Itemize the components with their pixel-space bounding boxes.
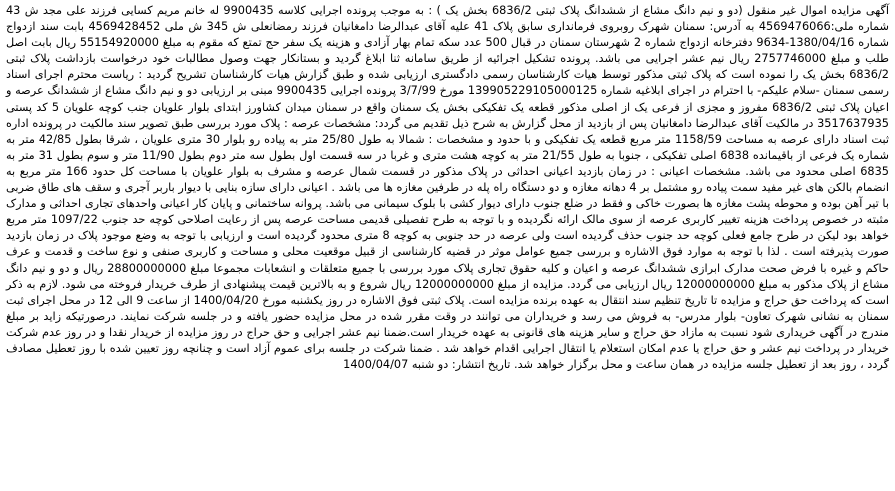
notice-body-text: آگهی مزایده اموال غیر منقول (دو و نیم دانگ مشاع از ششدانگ پلاک ثبتی 6836/2 بخش یک ) : به موجب پرونده اجرایی کلاسه 9900435 له خانم مریم کسایی فرزند علی مجد ش 43 شماره ملی:4569476066 به آدرس: سمنان شهرک روبروی فرمانداری سابق پلاک 41 علیه آقای عبدالرضا دامغانیان فرزند رمضانعلی ش 345 ش ملی 4569428452 بابت سند ازدواج شماره 1380/04/16-9634 دفترخانه ازدواج شماره 2 شهرستان سمنان در قبال 500 عدد سکه تمام بهار آزادی و هزینه یک سفر حج تمتع که مقوم به مبلغ 55154920000 ریال بابت اصل طلب و مبلغ 2757746000 ریال نیم عشر اجرایی می باشد. پرونده تشکیل اجرائیه از طریق سامانه ثنا ابلاغ گردید و بستانکار جهت وصول مطالبات خود درخواست بازداشت پلاک ثبتی 6836/2 بخش یک را نموده است که پلاک ثبتی مذکور توسط هیات کارشناسان رسمی دادگستری ارزیابی شده و طبق گزارش هیات کارشناسان تشریح گردید : ریاست محترم اجرای اسناد رسمی سمنان -سلام علیکم- با احترام در اجرای ابلاغیه شماره 139905229105000125 مورخ 3/7/99 پرونده اجرایی 9900435 مبنی بر ارزیابی دو و نیم دانگ مشاع از ششدانگ عرصه و اعیان پلاک ثبتی 6836/2 مفروز و مجزی از فرعی یک از اصلی مذکور قطعه یک تفکیکی بخش یک سمنان واقع در سمنان میدان کشاورز ابتدای بلوار علویان جنب کوچه علویان 5 کد پستی 3517637935 در مالکیت آقای عبدالرضا دامغانیان پس از بازدید از محل گزارش به شرح ذیل تقدیم می گردد: مشخصات عرصه : پلاک مورد بررسی طبق تصویر سند مالکیت در پرونده اداره ثبت اسناد دارای عرصه به مساحت 1158/59 متر مربع قطعه یک تفکیکی و با حدود و مشخصات : شمالا به طول 25/80 متر به پیاده رو بلوار 30 متری علویان ، شرقا بطول 42/85 متر به شماره یک فرعی از باقیمانده 6838 اصلی تفکیکی ، جنوبا به طول 21/55 متر به کوچه هشت متری و غربا در سه قسمت اول بطول سه متر دوم بطول 11/90 متر و سوم بطول 31 متر به 6835 اصلی محدود می باشد. مشخصات اعیانی : در زمان بازدید اعیانی احداثی در پلاک مذکور در قسمت شمال عرصه و مشرف به بلوار علویان با مساحت کل حدود 166 متر مربع به انضمام بالکن های غیر مفید سمت پیاده رو مشتمل بر 4 دهانه مغازه و دو دستگاه راه پله در طرفین مغازه ها می باشد . اعیانی دارای سازه بنایی با دیوار باربر آجری و سقف های طاق ضربی با تیر آهن بوده و محوطه پشت مغازه ها بصورت خاکی و فقط در ضلع جنوب دارای دیوار کشی با بلوک سیمانی می باشد. پروانه ساختمانی و پایان کار اعیانی واحدهای تجاری احداثی و مدارک مثبته در خصوص پرداخت هزینه تغییر کاربری عرصه از سوی مالک ارائه نگردیده و با توجه به طرح تفصیلی قدیمی مساحت عرصه پس از رعایت اصلاحی کوچه حد جنوب 1097/22 متر مربع خواهد بود لیکن در طرح جامع فعلی کوچه حد جنوب حذف گردیده است ولی عرصه در حد جنوبی به کوچه 8 متری محدود گردیده است و ارزیابی با توجه به وضع موجود پلاک در زمان بازدید صورت پذیرفته است . لذا با توجه به موارد فوق الاشاره و بررسی جمیع عوامل موثر در قضیه کارشناسی از قبیل موقعیت محلی و مساحت و کاربری صنفی و نوع ساخت و قدمت و عرف حاکم و غیره با فرض صحت مدارک ابرازی ششدانگ عرصه و اعیان و کلیه حقوق تجاری پلاک مورد بررسی با جمیع متعلقات و انشعابات مجموعا مبلغ 28800000000 ریال و دو و نیم دانگ مشاع از پلاک مذکور به مبلغ 12000000000 ریال ارزیابی می گردد. مزایده از مبلغ 12000000000 ریال شروع و به بالاترین قیمت پیشنهادی از طرف خریدار فروخته می شود. لازم به ذکر است که پرداخت حق حراج و مزایده تا تاریخ تنظیم سند انتقال به عهده برنده مزایده است. پلاک ثبتی فوق الاشاره در روز یکشنبه مورخ 1400/04/20 از ساعت 9 الی 12 در محل اجرای ثبت سمنان به نشانی شهرک تعاون- بلوار مدرس- به فروش می رسد و خریداران می توانند در وقت مقرر شده در محل مزایده حضور یافته و در جلسه شرکت نمایند. درصورتیکه زاید بر مبلغ مندرج در آگهی خریداری شود نسبت به مازاد حق حراج و سایر هزینه های قانونی به عهده خریدار است.ضمنا نیم عشر اجرایی و حق حراج در روز مزایده از خریدار نقدا و در روز عدم شرکت خریدار در پرداخت نیم عشر و حق حراج یا عدم امکان استعلام یا انتقال اجرایی اقدام خواهد شد . ضمنا شرکت در جلسه برای عموم آزاد است و چنانچه روز تعیین شده با روز تعطیل مصادف گردد ، روز بعد از تعطیل جلسه مزایده در همان ساعت و محل برگزار خواهد شد. تاریخ انتشار: دو شنبه 1400/04/07 xyxy=(6,4,890,372)
